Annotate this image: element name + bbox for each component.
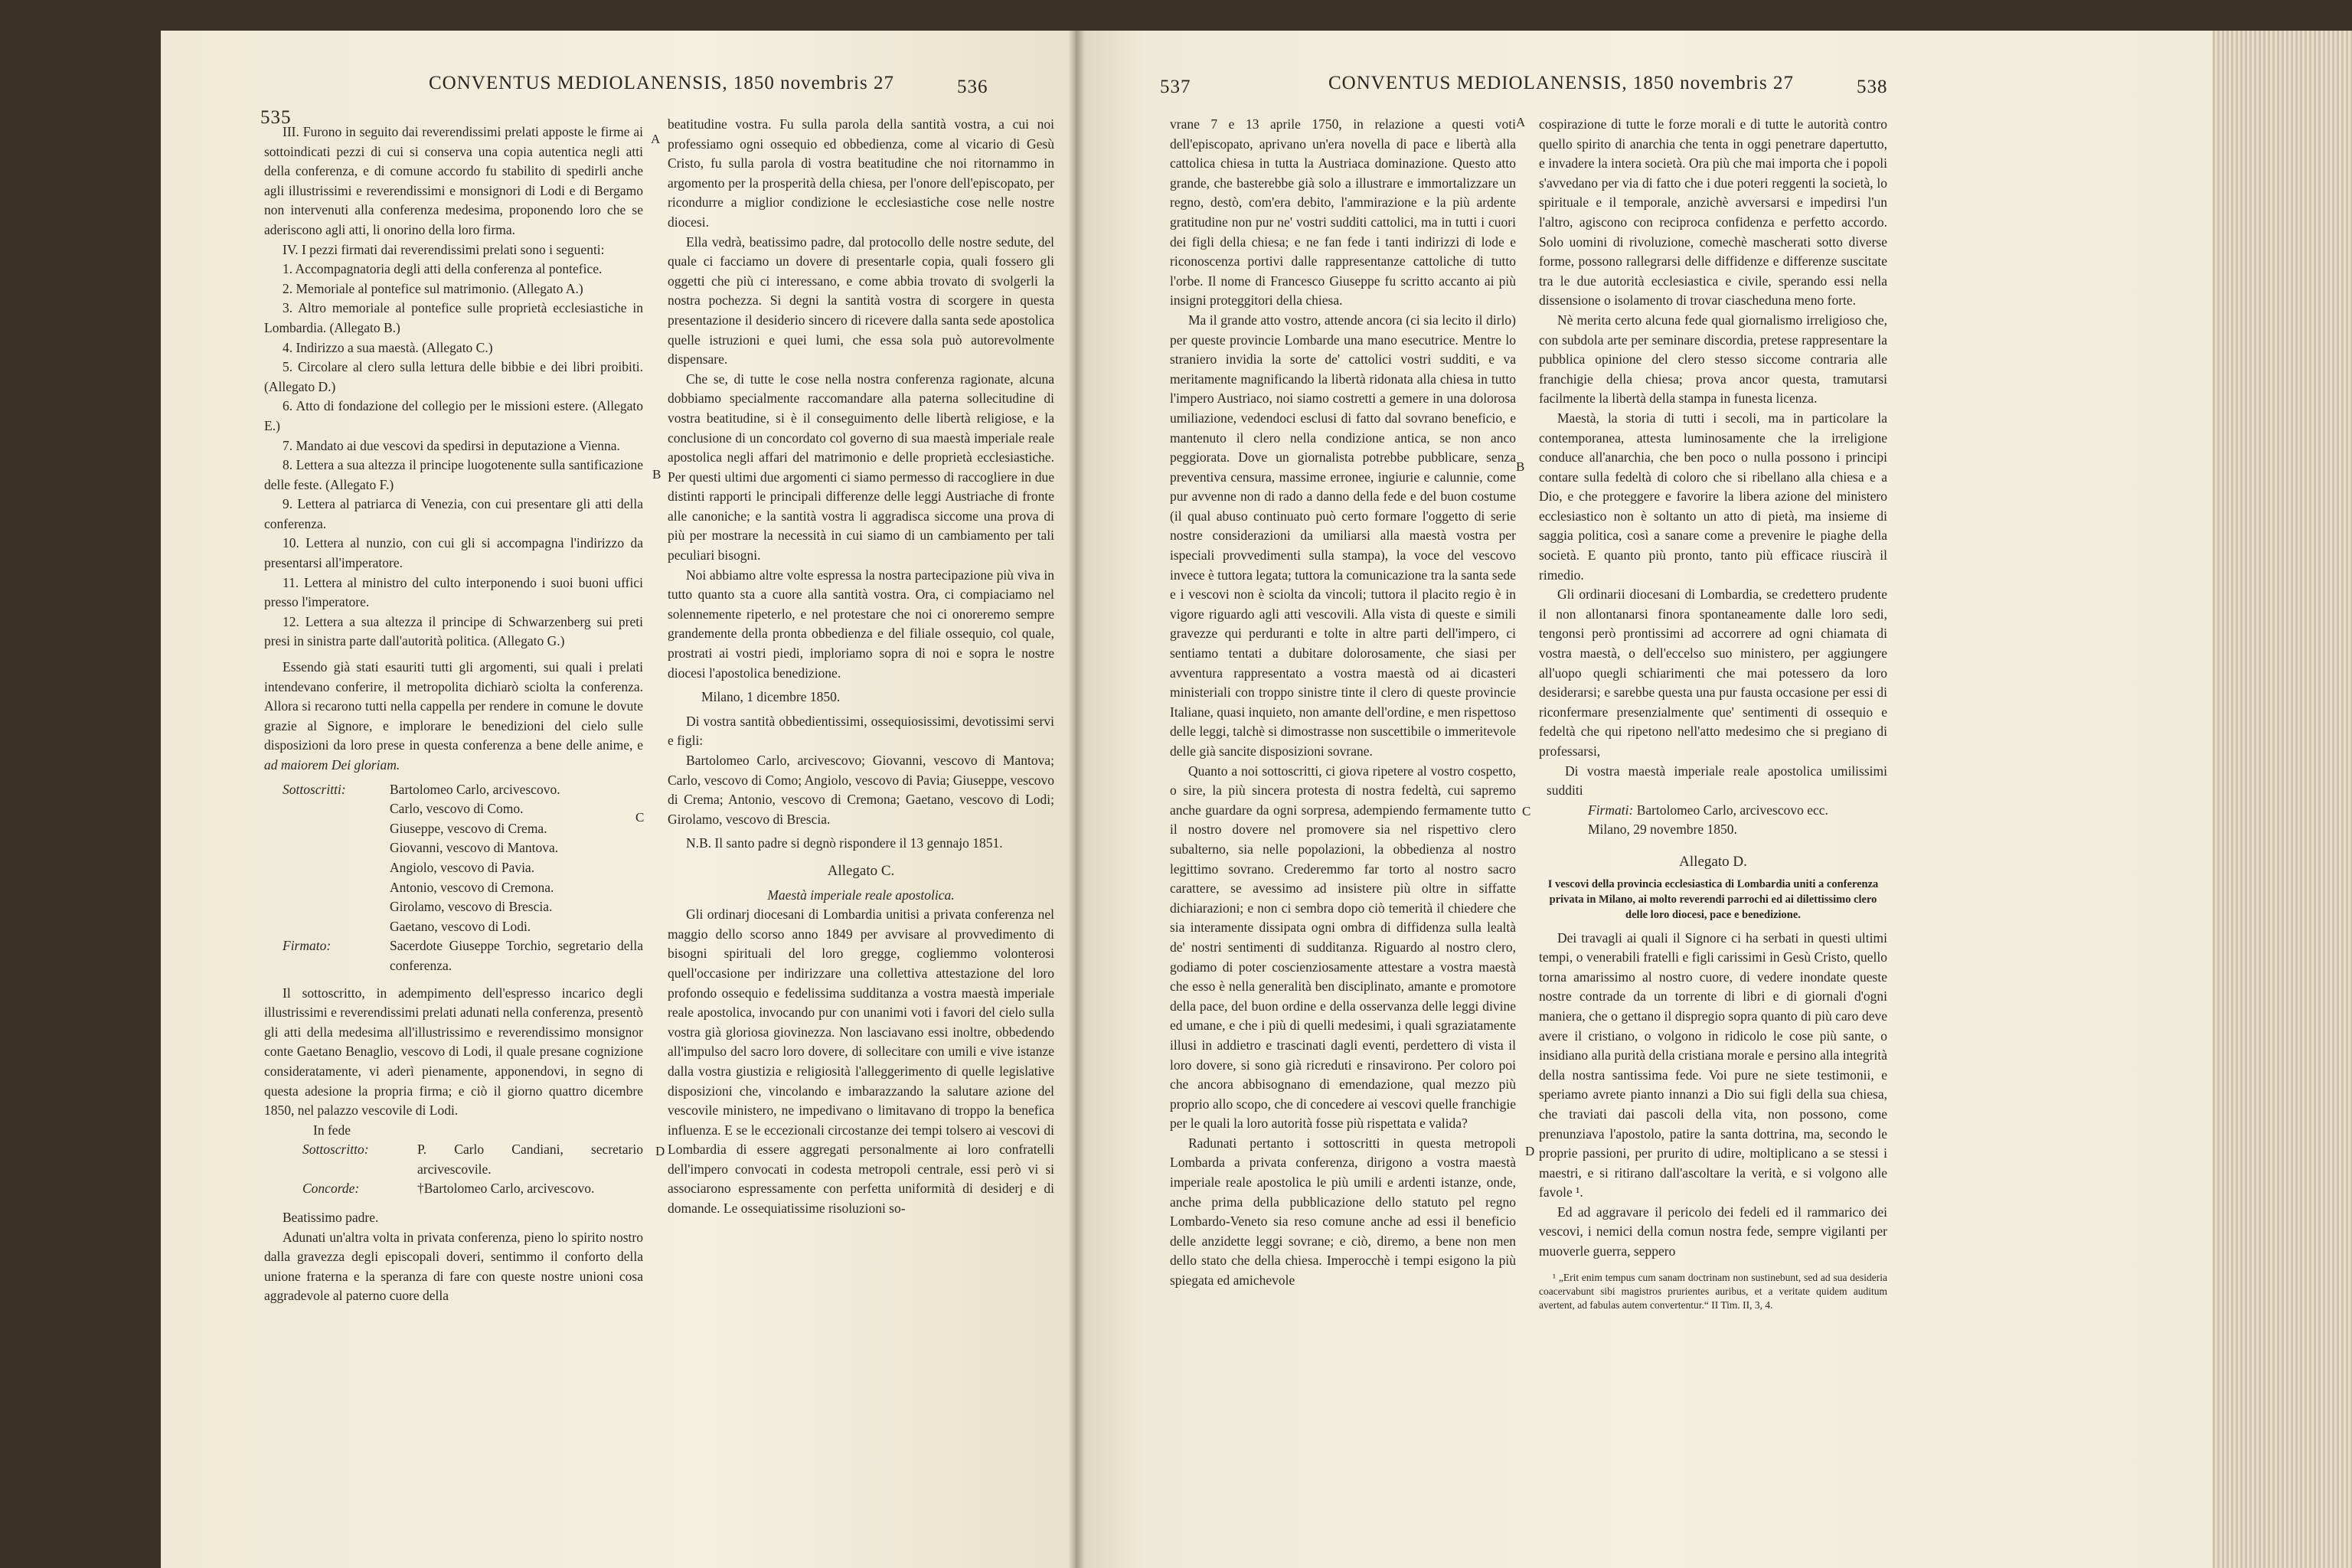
section-heading: Allegato D. [1679,853,1747,870]
signatory: Angiolo, vescovo di Pavia. [390,859,535,875]
margin-marker: B [652,467,662,482]
paragraph: Quanto a noi sottoscritti, ci giova ripetere al vostro cospetto, o sire, la più sincera protesta di nostra fedeltà, cui sapremo anche guardare da ogni sorpresa, adempiendo fermamente tutto il nostro dovere nel promovere sia nel rispettivo clero subalterno, sia nelle popolazioni, la obbedienza al nostro legittimo sovrano. Crederemmo far torto al nostro sacro carattere, se avessimo ad insistere più oltre in siffatte dichiarazioni; e non ci sembra dopo ciò temerità il chiedere che sia interamente dissipata ogni ombra di diffidenza sulla lealtà de' nostri sentimenti di sudditanza. Riguardo al nostro clero, godiamo di poter coscienziosamente attestare a vostra maestà che esso è nella generalità ben disciplinato, amante e promotore della pace, del buon ordine e della osservanza delle leggi divine ed umane, e che i più di quelli medesimi, i quali sgraziatamente illusi in addietro e trascinati dagli eventi, perdettero di vista il loro dovere, si sono già ricreduti e rinsavirono. Per coloro poi che ancora abbisognano di emendazione, qual mezzo più proprio allo scopo, che di concedere ai vescovi quelle franchigie per le quali la loro autorità fosse più rispettata e valida? [1170,763,1516,1132]
page-number-538: 538 [1857,77,1888,97]
signatory: Carlo, vescovo di Como. [390,801,524,817]
paragraph: beatitudine vostra. Fu sulla parola della santità vostra, a cui noi professiamo ogni ossequio ed obbedienza, come al vicario di Gesù Cristo, fu sulla parola di vostra beatitudine che noi ritornammo in argomento per la prosperità della chiesa, per l'onore dell'episcopato, per ricondurre a miglior condizione le ecclesiastiche cose nelle nostre diocesi. [668,116,1054,230]
column-page-538 [1539,115,1887,1312]
paragraph: Noi abbiamo altre volte espressa la nostra partecipazione più viva in tutto quanto sta a cuore alla santità vostra. Ora, ci compiaciamo nel solennemente ripeterlo, e nel protestare che noi ci onoreremo sempre grandemente della pronta obbedienza e del filiale ossequio, col quale, prostrati ai vostri piedi, imploriamo sopra di noi e sopra le nostre diocesi l'apostolica benedizione. [668,567,1054,681]
paragraph: cospirazione di tutte le forze morali e di tutte le autorità contro quello spirito di anarchia che tenta in oggi penetrare dapertutto, e invadere la intera società. Ora più che mai importa che i popoli s'avvedano per via di fatto che i due poteri reggenti la società, lo spirituale e il temporale, anzichè avversarsi e impedirsi l'un l'altro, agiscono con reciproca confidenza e perfetto accordo. Solo uomini di rivoluzione, comechè mascherati sotto diverse forme, possono rallegrarsi delle diffidenze e differenze suscitate tra le due autorità ecclesiastica e civile, sperando essi nella dissensione o isolamento di trovar ciascheduna meno forte. [1539,116,1887,309]
date-line: Milano, 1 dicembre 1850. [701,689,841,705]
running-title: CONVENTUS MEDIOLANENSIS, 1850 novembris 27 [429,73,894,93]
sottoscritto-label: Sottoscritto: [302,1142,369,1158]
column-page-535 [264,122,643,1306]
margin-marker: C [1522,804,1531,818]
paragraph: Bartolomeo Carlo, arcivescovo; Giovanni, vescovo di Mantova; Carlo, vescovo di Como; Angiolo, vescovo di Pavia; Giuseppe, vescovo di Crema; Antonio, vescovo di Cremona; Gaetano, vescovo di Lodi; Girolamo, vescovo di Brescia. [668,753,1054,827]
list-item: 8. Lettera a sua altezza il principe luogotenente sulla santificazione delle feste. (Allegato F.) [264,457,643,492]
list-item: 5. Circolare al clero sulla lettura delle bibbie e dei libri proibiti. (Allegato D.) [264,359,643,394]
paragraph: III. Furono in seguito dai reverendissimi prelati apposte le firme ai sottoindicati pezzi di cui si conserva una copia autentica negli atti della conferenza, e di comune accordo fu stabilito di spedirli anche agli illustrissimi e reverendissimi e monsignori di Lodi e di Bergamo non intervenuti alla conferenza medesima, proponendo loro che se aderiscono agli atti, li onorino della loro firma. [264,124,643,237]
paragraph: IV. I pezzi firmati dai reverendissimi prelati sono i seguenti: [283,241,605,257]
column-page-537 [1170,115,1516,1291]
margin-marker: B [1516,459,1525,474]
latin-phrase: ad maiorem Dei gloriam. [264,757,400,773]
signatory: Antonio, vescovo di Cremona. [390,879,554,895]
paragraph: Adunati un'altra volta in privata conferenza, pieno lo spirito nostro dalla gravezza degli episcopali doveri, sentimmo il conforto della unione fraterna e la speranza di fare con queste nostre unioni cosa aggradevole al paterno cuore della [264,1229,643,1304]
paragraph-text: Essendo già stati esauriti tutti gli argomenti, sui quali i prelati intendevano conferire, il metropolita dichiarò sciolta la conferenza. Allora si recarono tutti nella cappella per rendere in comune le dovute grazie al Signore, e implorare le benedizioni del cielo sulle disposizioni da loro prese in questa conferenza a bene delle anime, e [264,659,643,753]
list-item: 11. Lettera al ministro del culto interponendo i suoi buoni uffici presso l'imperatore. [264,574,643,610]
page-edges [2213,31,2352,1568]
paragraph: vrane 7 e 13 aprile 1750, in relazione a questi voti dell'episcopato, aprivano un'era novella di pace e libertà alla cattolica chiesa in tutta la Austriaca dominazione. Questo atto grande, che basterebbe già solo a illustrare e immortalizzare un regno, destò, com'era debito, l'ammirazione e la più ardente gratitudine non pur ne' vostri sudditi cattolici, ma in tutti i cuori dei figli della chiesa; e ne fan fede i tanti indirizzi di lode e riconoscenza portivi dalle rappresentanze cattoliche di tutto l'orbe. Il nome di Francesco Giuseppe fu scritto accanto ai più insigni proteggitori della chiesa. [1170,116,1516,309]
signatory: Bartolomeo Carlo, arcivescovo. [390,781,560,797]
page-number-536: 536 [957,77,988,97]
paragraph: Maestà, la storia di tutti i secoli, ma in particolare la contemporanea, attesta luminosamente che la irreligione conduce all'anarchia, che ben poco o nulla possono i principi contare sulla fedeltà di coloro che si ribellano alla chiesa e a Dio, e che proteggere e favorire la libera azione del ministero ecclesiastico non è soltanto un atto di pietà, ma insieme di saggia politica, così a sanare come a prevenire le piaghe della società. E quanto più pronto, tanto più efficace riuscirà il rimedio. [1539,410,1887,583]
margin-marker: C [635,810,645,825]
in-fede: In fede [313,1122,351,1138]
firmato-label: Firmato: [283,938,332,954]
paragraph [264,658,643,776]
list-item: 4. Indirizzo a sua maestà. (Allegato C.) [283,339,493,355]
list-item: 9. Lettera al patriarca di Venezia, con cui presentare gli atti della conferenza. [264,496,643,531]
paragraph: Dei travagli ai quali il Signore ci ha serbati in questi ultimi tempi, o venerabili fratelli e figli carissimi in Gesù Cristo, quello torna amarissimo al nostro cuore, di vedere inondate queste nostre contrade da un torrente di libri e di giornali d'ogni maniera, che o gettano il dispregio sopra quanto di più caro deve avere il cristiano, o volgono in ridicolo le cose più sante, o insidiano alla purità della cristiana morale e persino alla integrità della nostra santissima fede. Voi pure ne siete testimonii, e speriamo avrete pianto innanzi a Dio sui figli della sua chiesa, che traviati dai pascoli della vita, non possono, come prenunziava l'apostolo, patire la santa dottrina, ma, secondo le proprie passioni, per prurito di udire, moltiplicano a se stessi i maestri, e si ritirano dall'ascoltare la verità, e si volgono alle favole ¹. [1539,929,1887,1200]
page-number-537: 537 [1160,77,1191,97]
list-item: 12. Lettera a sua altezza il principe di Schwarzenberg sui preti presi in sinistra parte dall'autorità politica. (Allegato G.) [264,613,643,649]
sottoscritto-block [264,1140,643,1179]
book-gutter [1068,31,1085,1568]
signatories-list [390,780,560,937]
paragraph: Gli ordinarii diocesani di Lombardia, se credettero prudente il non allontanarsi finora spontaneamente dalle loro sedi, tengonsi però prontissimi ad accorrere ad ogni chiamata di vostra maestà, o dell'eccelso suo ministero, per aggiungere all'uopo quegli schiarimenti che mai potessero da loro desiderarsi; e sarebbe questa una pur fausta occasione per essi di riconfermare presenzialmente que' sentimenti di ossequio e fedeltà che qui ripetono nell'atto medesimo che si pregiano di professarsi, [1539,586,1887,759]
date-line: Milano, 29 novembre 1850. [1588,822,1737,838]
paragraph: Che se, di tutte le cose nella nostra conferenza ragionate, alcuna dobbiamo specialmente raccomandare alla paterna sollecitudine di vostra beatitudine, si è il conseguimento delle libertà religiose, e la conclusione di un concordato col governo di sua maestà imperiale reale apostolica negli affari del matrimonio e delle proprietà ecclesiastiche. Per questi ultimi due argomenti ci siamo permesso di raccogliere in due distinti rapporti le principali differenze delle leggi Austriache di fronte alle canoniche; e la santità vostra li aggradisca siccome una prova di più per mostrare la necessità in cui siamo di un cambiamento per tali peculiari bisogni. [668,371,1054,564]
section-subheading: Maestà imperiale reale apostolica. [767,887,955,903]
firmati-label: Firmati: [1588,802,1634,818]
firmati-text: Bartolomeo Carlo, arcivescovo ecc. [1636,802,1828,818]
list-item: 1. Accompagnatoria degli atti della conferenza al pontefice. [283,261,603,277]
paragraph: Ella vedrà, beatissimo padre, dal protocollo delle nostre sedute, del quale ci facciamo un dovere di presentarle copia, quali fossero gli oggetti che più ci interessano, e come abbia trovato di svolgerli la nostra pochezza. Si degni la santità vostra di scorgere in questa presentazione il desiderio sincero di ricevere dalla santa sede apostolica quelle istruzioni e quei lumi, che essa sola può autorevolmente dispensare. [668,234,1054,368]
signatory: Giovanni, vescovo di Mantova. [390,840,559,856]
section-subheading: I vescovi della provincia ecclesiastica di Lombardia uniti a conferenza privata in Milano, ai molto reverendi parrochi ed ai dilettissimo clero delle loro diocesi, pace e benedizione. [1547,877,1879,921]
paragraph: Ed ad aggravare il pericolo dei fedeli ed il rammarico dei vescovi, i nemici della comun nostra fede, sempre vigilanti per muoverle guerra, seppero [1539,1204,1887,1259]
running-header-right [1328,73,1794,94]
concorde-text: †Bartolomeo Carlo, arcivescovo. [417,1181,595,1197]
paragraph: Gli ordinarj diocesani di Lombardia unitisi a privata conferenza nel maggio dello scorso anno 1849 per avvisare al provvedimento di bisogni spirituali del loro gregge, cogliemmo volonterosi quell'occasione per indirizzare una collettiva attestazione del loro profondo ossequio e fedelissima sudditanza a vostra maestà imperiale reale apostolica, invocando pur con unanimi voti i favori del cielo sulla vostra già gloriosa giovinezza. Non lasciavano essi inoltre, obbedendo all'impulso del sacro loro dovere, di sollecitare con umili e vive istanze dalla vostra giustizia e religiosità l'alleggerimento di quelle legislative disposizioni che, vincolando e imbarazzando la salutare azione del vescovile ministero, ne impedivano o limitavano di troppo la benefica influenza. E se le eccezionali circostanze dei tempi tolsero ai vescovi di Lombardia di essere aggregati personalmente ai loro confratelli dell'impero convocati in codesta metropoli centrale, essi però vi si associarono espressamente con perfetta uniformità di desiderj e di domande. Le ossequiatissime risoluzioni so- [668,906,1054,1217]
paragraph: Radunati pertanto i sottoscritti in questa metropoli Lombarda a privata conferenza, dirigono a vostra maestà imperiale reale apostolica le più umili e ardenti istanze, onde, anche prima della pubblicazione dello statuto pel regno Lombardo-Veneto sia reso comune anche ad essi il beneficio delle anzidette leggi sovrane; e ciò, diremo, a bene non men dello stato che della chiesa. Imperocchè i tempi esigono la più spiegata ed amichevole [1170,1135,1516,1289]
paragraph: Il sottoscritto, in adempimento dell'espresso incarico degli illustrissimi e reverendissimi prelati adunati nella conferenza, presentò gli atti della medesima all'illustrissimo e reverendissimo monsignor conte Gaetano Benaglio, vescovo di Lodi, il quale presane cognizione consideratamente, vi aderì pienamente, apponendovi, in segno di questa adesione la propria firma; e ciò il giorno quattro dicembre 1850, nel palazzo vescovile di Lodi. [264,985,643,1119]
paragraph: Di vostra maestà imperiale reale apostolica umilissimi sudditi [1547,763,1887,799]
signatories-label: Sottoscritti: [283,781,346,797]
list-item: 2. Memoriale al pontefice sul matrimonio. (Allegato A.) [283,280,583,296]
note-line: N.B. Il santo padre si degnò rispondere il 13 gennajo 1851. [686,835,1003,851]
list-item: 7. Mandato ai due vescovi da spedirsi in deputazione a Vienna. [283,437,620,453]
page-number-535: 535 [260,107,292,128]
signatory: Girolamo, vescovo di Brescia. [390,899,553,915]
signatories-block [264,780,643,937]
margin-marker: A [1516,115,1526,129]
running-header-left [429,73,894,94]
firmato-block [264,936,643,975]
signatory: Gaetano, vescovo di Lodi. [390,918,531,934]
list-item: 10. Lettera al nunzio, con cui gli si accompagna l'indirizzo da presentarsi all'imperatore. [264,535,643,571]
firmato-text: Sacerdote Giuseppe Torchio, segretario della conferenza. [390,938,643,973]
signature-line [1539,801,1887,821]
sottoscritto-text: P. Carlo Candiani, secretario arcivescovile. [417,1142,643,1177]
signatory: Giuseppe, vescovo di Crema. [390,820,547,836]
salutation: Beatissimo padre. [283,1210,379,1226]
running-title: CONVENTUS MEDIOLANENSIS, 1850 novembris 27 [1328,73,1794,93]
column-page-536 [668,115,1054,1219]
paragraph: Nè merita certo alcuna fede qual giornalismo irreligioso che, con subdola arte per seminare discordia, pretese rappresentare la pubblica opinione del clero stesso siccome contraria alle franchigie della chiesa; prova ancor questa, tramutarsi facilmente la libertà della stampa in funesta licenza. [1539,312,1887,407]
margin-marker: A [651,132,661,146]
concorde-label: Concorde: [302,1181,360,1197]
list-item: 3. Altro memoriale al pontefice sulle proprietà ecclesiastiche in Lombardia. (Allegato B.) [264,300,643,335]
list-item: 6. Atto di fondazione del collegio per le missioni estere. (Allegato E.) [264,398,643,433]
section-heading: Allegato C. [827,862,895,879]
concorde-block [264,1179,643,1199]
paragraph: Ma il grande atto vostro, attende ancora (ci sia lecito il dirlo) per queste provincie Lombarde una mano esecutrice. Mentre lo straniero invidia la sorte de' cattolici vostri sudditi, e va meritamente magnificando la libertà ridonata alla chiesa in tutto l'impero Austriaco, noi siamo costretti a gemere in una dolorosa umiliazione, vedendoci esclusi di fatto dal sovrano beneficio, e mantenuto il clero nella condizione antica, se non anco peggiorata. Dove un giornalista potrebbe pubblicare, senza preventiva censura, massime erronee, ingiurie e calunnie, come pur avvenne non di rado a danno della fede e del buon costume (il qual abuso continuato può certo formare l'oggetto di serie nostre considerazioni da umiliarsi alla maestà vostra per ispeciali provvedimenti sulla stampa), la voce del vescovo invece è tuttora legata; tuttora la comunicazione tra la santa sede e i vescovi non è sciolta da vincoli; tuttora il placito regio è in vigore riguardo agli atti vescovili. Alla vista di queste e simili gravezze qui perduranti e tolte in altre parti dell'impero, ci sentiamo tentati a dubitare dolorosamente, che siasi per avventura rappresentato a vostra maestà od ai dicasteri ministeriali con troppo sinistre tinte il clero di queste provincie Italiane, quasi inquieto, non amante dell'ordine, e men rispettoso delle leggi, talchè si dimostrasse non suscettibile o immeritevole delle già sancite disposizioni sovrane. [1170,312,1516,759]
margin-marker: D [655,1144,665,1158]
margin-marker: D [1525,1144,1535,1158]
paragraph: Di vostra santità obbedientissimi, ossequiosissimi, devotissimi servi e figli: [668,713,1054,749]
footnote: ¹ „Erit enim tempus cum sanam doctrinam non sustinebunt, sed ad sua desideria coacervabunt sibi magistros prurientes auribus, et a veritate quidem auditum avertent, ad fabulas autem convertentur.“ II Tim. II, 3, 4. [1539,1271,1887,1311]
